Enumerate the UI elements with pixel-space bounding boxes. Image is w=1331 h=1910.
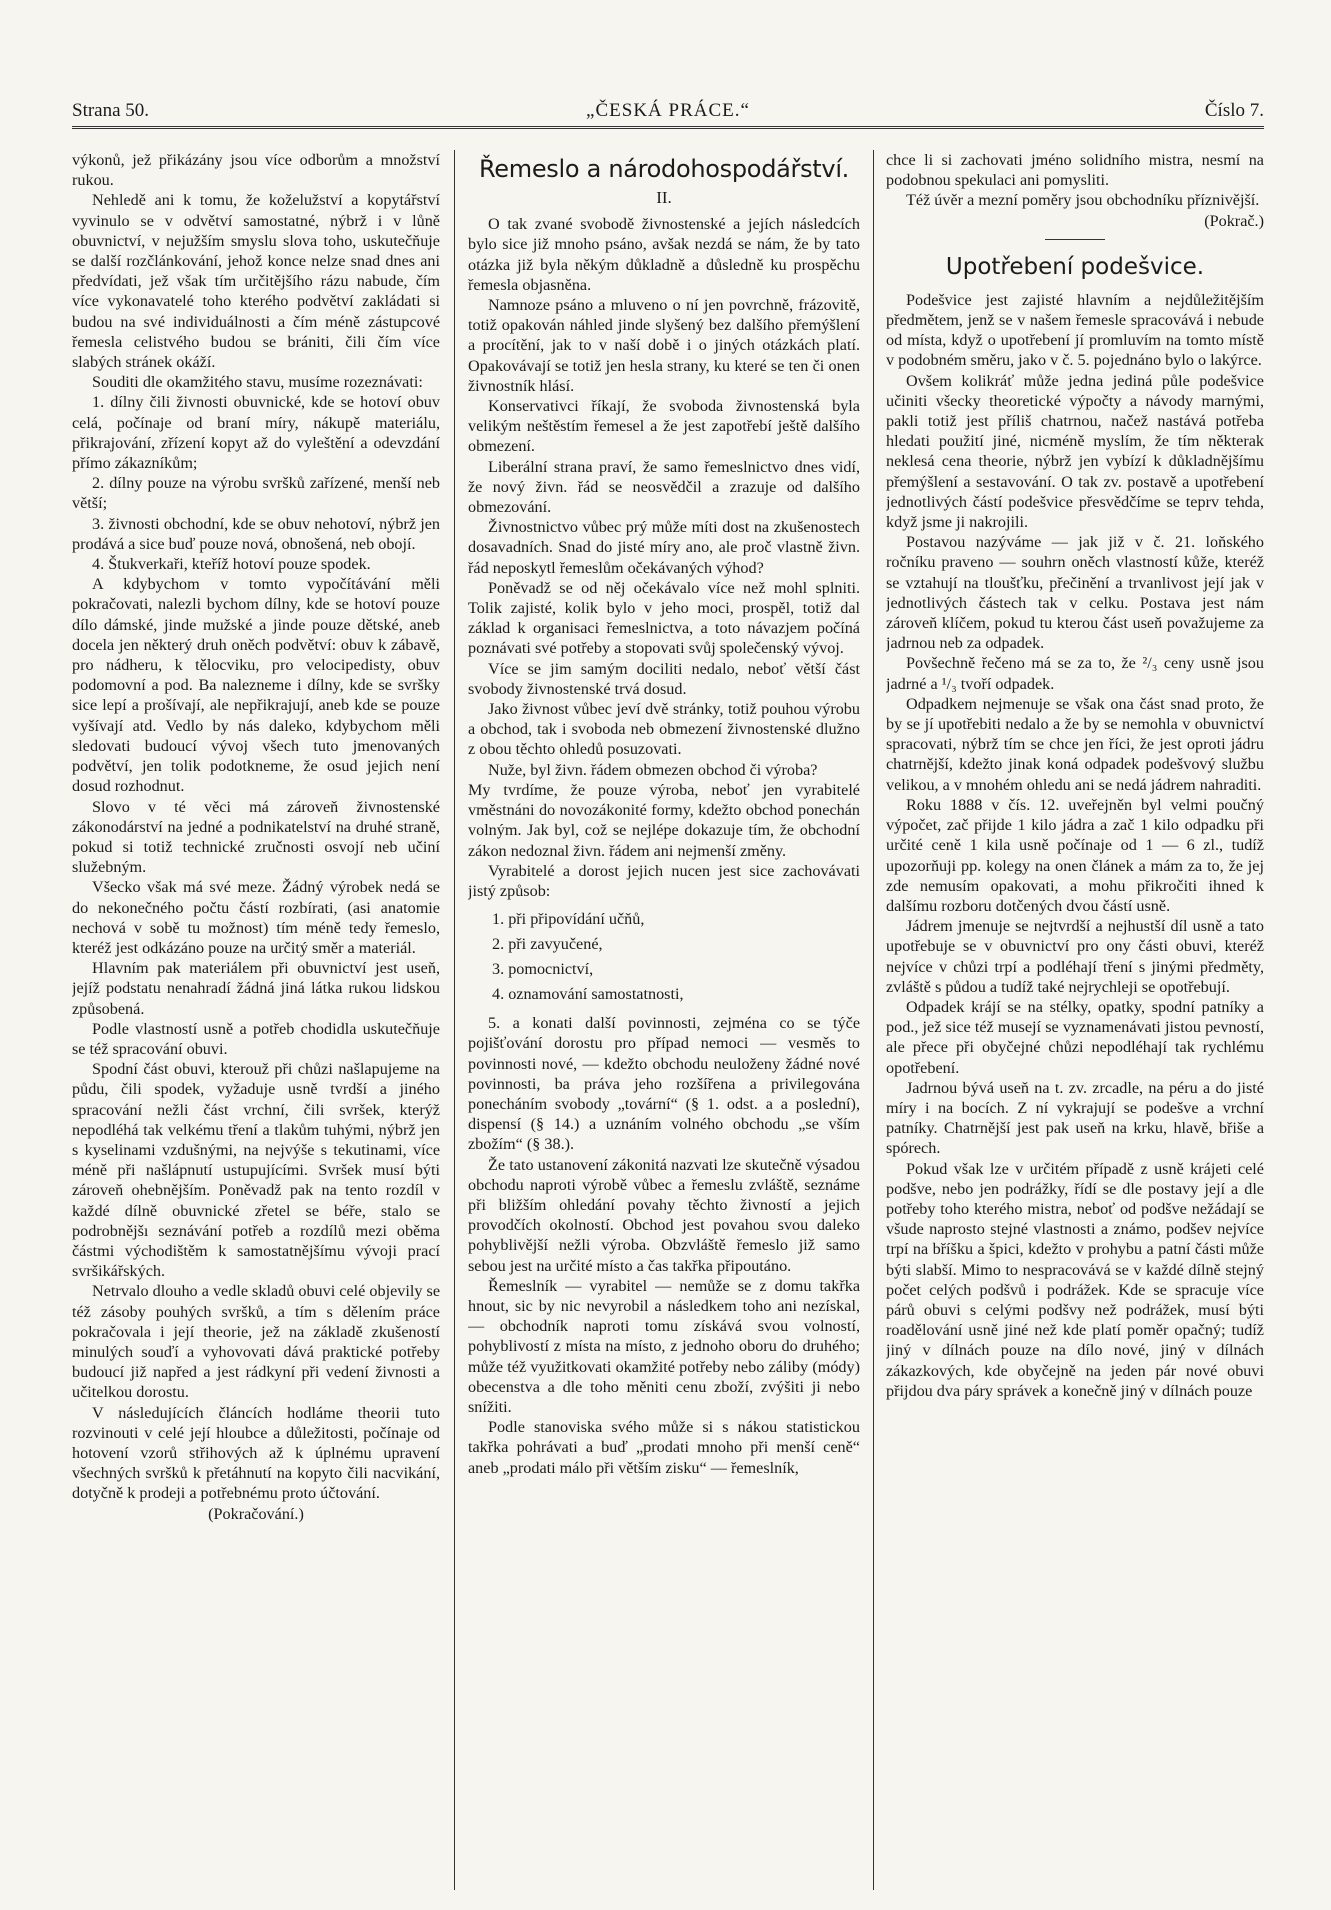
- continued-note: (Pokrač.): [1204, 211, 1264, 230]
- paragraph: A kdybychom v tomto vypočítávání měli pokračovati, nalezli bychom dílny, kde se hotoví pouze dílo dámské, jinde mužské a jinde pouze dětské, aneb docela jen některý druh oněch podvětví: obuv k zábavě, pro nádheru, k tělocviku, pro velocipedisty, obuv podomovní a pod. Ba nalezneme i dílny, kde se svršky sice lepí a prošívají, ale nepřikrajují, aneb kde se pouze vyšívají atd. Vedlo by nás daleko, kdybychom měli sledovati budoucí vývoj všech tuto jmenovaných podvětví, jen tolik podotkneme, že osud jejich není dosud rozhodnut.: [72, 575, 440, 796]
- paragraph: My tvrdíme, že pouze výroba, neboť jen vyrabitelé vměstnáni do novozákonité formy, kdežto obchod ponechán volným. Jak byl, což se nejlépe dokazuje tím, že obchodní zákon nedoznal živn. řádem ani nejmenší změny.: [468, 780, 860, 860]
- paragraph: Postavou nazýváme — jak již v č. 21. loňského ročníku praveno — souhrn oněch vlastností kůže, kteréž se vztahují na tloušťku, přečinění a trvanlivost její jak v jednotlivých částech tak v celku. Postava jest nám zároveň klíčem, pokud tu kterou část useň považujeme za jadrnou neb za odpadek.: [886, 533, 1264, 653]
- article-title: Upotřebení podešvice.: [945, 253, 1205, 280]
- paragraph: Netrvalo dlouho a vedle skladů obuvi celé objevily se též zásoby pouhých svršků, a tím s dělením práce pokračovala i její theorie, jež na základě zkušeností minulých souďí a vyhovovati dává praktické potřeby budoucí již napřed a jest rádkyní při vedení živnosti a učitelkou dorostu.: [72, 1282, 440, 1402]
- list-item: 4. Štukverkaři, kteříž hotoví pouze spodek.: [92, 555, 371, 574]
- paragraph: Jadrnou bývá useň na t. zv. zrcadle, na péru a do jisté míry i na bocích. Z ní vykrajují se podešve a vrchní patníky. Chatrnější jest pak useň na krku, hlavě, břiše a spórech.: [886, 1078, 1264, 1158]
- paragraph: výkonů, jež přikázány jsou více odborům a množství rukou.: [72, 151, 440, 190]
- page-header: [72, 100, 1264, 122]
- paragraph: Všecko však má své meze. Žádný výrobek nedá se do nekonečného počtu částí rozbírati, (asi anatomie nechová v sobě tu možnost) tím méně tedy řemeslo, kteréž jest odkázáno pouze na určitý směr a materiál.: [72, 878, 440, 957]
- paragraph: O tak zvané svobodě živnostenské a jejích následcích bylo sice již mnoho psáno, avšak nezdá se nám, že by tato otázka již byla někým důkladně a důsledně ku prospěchu řemesla objasněna.: [468, 215, 860, 294]
- paragraph: Že tato ustanovení zákonitá nazvati lze skutečně výsadou obchodu naproti výrobě vůbec a řemeslu zvláště, seznáme při bližším ohledání povahy těchto živností a jejich provodčích okolností. Obchod jest povahou svou daleko pohyblivější nežli výroba. Obzvláště řemeslo již samo sebou jest na určité místo a čas takřka připoutáno.: [468, 1155, 860, 1275]
- paragraph: Též úvěr a mezní poměry jsou obchodníku příznivější.: [906, 191, 1260, 210]
- numbered-list: [468, 907, 860, 1007]
- paragraph: Slovo v té věci má zároveň živnostenské zákonodárství na jedné a podnikatelství na druhé straně, pokud si totiž technické zručnosti osvojí neb učiní služebným.: [72, 797, 440, 877]
- list-item: 2. dílny pouze na výrobu svršků zařízené, menší neb větší;: [72, 474, 440, 513]
- publication-title: „ČESKÁ PRÁCE.“: [586, 100, 750, 121]
- paragraph: Konservativci říkají, že svoboda živnostenská byla velikým neštěstím řemesel a že jest zapotřebí ještě dalšího obmezení.: [468, 397, 860, 456]
- paragraph: Ovšem kolikráť může jedna jediná půle podešvice učiniti všecky theoretické výpočty a návody marnými, pakli totiž jest příliš chatrnou, načež nastává potřeba hledati použití jiné, nicméně myslím, že tím některak neklesá cena theorie, nýbrž jen vybízí k důkladnějšímu přemýšlení a sestavování. O tak zv. postavě a upotřebení jednotlivých částí podešvice přesvědčíme se teprv tehda, když jsme ji nakrojili.: [886, 371, 1264, 532]
- article-title: Řemeslo a národohospodářství.: [478, 155, 850, 183]
- column-divider: [454, 150, 455, 1890]
- continued-note: (Pokračování.): [208, 1504, 304, 1523]
- paragraph: Spodní část obuvi, kterouž při chůzi našlapujeme na půdu, čili spodek, vyžaduje usně tvrdší a jiného spracování nežli část vrchní, čili svršek, kterýž nepodléhá tak velkému tření a tlakům tuhými, nýbrž jen s kyselinami vzdušnými, na nejvýše s tekutinami, více méně při našlápnutí ustupujícími. Svršek musí býti zároveň ohebnějším. Poněvadž pak na tento rozdíl v každé dílně obuvnické zřetel se béře, stalo se podrobnějšı seznávání potřeb a rozdílů mezi oběma částmi východištěm k samostatnějšímu vývoji prací svršikářských.: [72, 1060, 440, 1281]
- paragraph: Povšechně řečeno má se za to, že ²/₃ ceny usně jsou jadrné a ¹/₃ tvoří odpadek.: [886, 654, 1264, 693]
- paragraph: Liberální strana praví, že samo řemeslnictvo dnes vidí, že nový živn. řád se neosvědčil a zrazuje od dalšího obmezování.: [468, 457, 860, 517]
- paragraph: Odpadek krájí se na stélky, opatky, spodní patníky a pod., jež sice též musejí se vyznamenávati jistou pevností, ale přece při obyčejné chůzi nepodléhají tak rychlému opotřebení.: [886, 997, 1264, 1077]
- issue-number: Číslo 7.: [1204, 100, 1264, 121]
- paragraph: Odpadkem nejmenuje se však ona část snad proto, že by se jí upotřebiti nedalo a že by se nemohla v obuvnictví spracovati, nýbrž tím se chce jen říci, že jest oproti jádru chatrnější, kdežto jinak koná odpadek podešvový službu velikou, a v mnohém ohledu ani se nedá jádrem nahraditi.: [886, 694, 1264, 794]
- paragraph: Vyrabitelé a dorost jejich nucen jest sice zachovávati jistý způsob:: [468, 861, 860, 900]
- list-item: 1. dílny čili živnosti obuvnické, kde se hotoví obuv celá, počínaje od braní míry, nákupě materiálu, přikrajování, zřízení kopyt až do vyleštění a odevzdání přímo zákazníkům;: [72, 393, 440, 473]
- paragraph: Jako živnost vůbec jeví dvě stránky, totiž pouhou výrobu a obchod, tak i svoboda neb obmezení živnostenské dlužno z obou těchto ohledů posuzovati.: [468, 700, 860, 759]
- paragraph: Více se jim samým dociliti nedalo, neboť větší část svobody živnostenské trvá dosud.: [468, 659, 860, 698]
- list-item: 4. oznamování samostatnosti,: [492, 985, 684, 1004]
- list-item: 1. při připovídání učňů,: [492, 910, 645, 929]
- paragraph: Řemeslník — vyrabitel — nemůže se z domu takřka hnout, sic by nic nevyrobil a následkem toho ani nezískal, — obchodník naproti tomu získává svou volností, pohyblivostí z místa na místo, z jednoho oboru do druhého; může též využitkovati okamžité potřeby nebo záliby (módy) obecenstva a dle toho měniti cenu zboží, zvýšiti ji nebo snížiti.: [468, 1276, 860, 1416]
- paragraph: Jádrem jmenuje se nejtvrdší a nejhustší díl usně a tato upotřebuje se v obuvnictví pro ony části obuvi, kteréž nejvíce v chůzi trpí a podléhají tření s jinými předměty, zvláště s půdou a tudíž také nejrychleji se opotřebují.: [886, 917, 1264, 996]
- section-divider: [1045, 239, 1105, 240]
- header-rule: [72, 126, 1264, 132]
- paragraph: V následujících článcích hodláme theorii tuto rozvinouti v celé její hloubce a důležitosti, počínaje od hotovení vzorů střihových až k úplnému upravení všechných svršků k přetáhnutí na kopyto čili nacvikání, dotyčně k prodeji a potřebnému proto účtování.: [72, 1403, 440, 1503]
- paragraph: Roku 1888 v čís. 12. uveřejněn byl velmi poučný výpočet, zač přijde 1 kilo jádra a zač 1 kilo odpadku při určité ceně 1 kila usně počínaje od 1 — 6 zl., tudíž upozorňuji pp. kolegy na onen článek a mám za to, že jej zde nemusím opakovati, a mohu přikročiti ihned k dalšímu rozboru dotčených dvou částí usně.: [886, 795, 1264, 915]
- column-left: [72, 150, 440, 1890]
- paragraph: chce li si zachovati jméno solidního mistra, nesmí na podobnou spekulaci ani pomysliti.: [886, 151, 1264, 190]
- paragraph: Nuže, byl živn. řádem obmezen obchod či výroba?: [488, 760, 818, 779]
- paragraph: Podle stanoviska svého může si s nákou statistickou takřka pohrávati a buď „prodati mnoho při menší ceně“ aneb „prodati málo při větším zisku“ — řemeslník,: [468, 1418, 860, 1477]
- column-divider: [873, 150, 874, 1890]
- list-item: 3. pomocnictví,: [492, 960, 594, 979]
- list-item: 3. živnosti obchodní, kde se obuv nehotoví, nýbrž jen prodává a sice buď pouze nová, obnošená, neb obojí.: [72, 514, 440, 553]
- paragraph: Hlavním pak materiálem při obuvnictví jest useň, jejíž podstatu nenahradí žádná jiná látka rukou lidskou způsobená.: [72, 959, 440, 1018]
- column-middle: [468, 150, 860, 1890]
- paragraph: Živnostnictvo vůbec prý může míti dost na zkušenostech dosavadních. Snad do jisté míry ano, ale proč vlastně živn. řád neposkytl řemeslům očekávaných výhod?: [468, 518, 860, 577]
- list-item: 2. při zavyučené,: [492, 935, 603, 954]
- page-number: Strana 50.: [72, 100, 150, 121]
- paragraph: Namnoze psáno a mluveno o ní jen povrchně, frázovitě, totiž opakován náhled jinde slyšený bez dalšího přemýšlení a procítění, jak to v naší době i o jiných otázkách platí. Opakovávají se totiž jen hesla strany, ku které se ten či onen živnostník hlásí.: [468, 296, 860, 395]
- paragraph: Podle vlastností usně a potřeb chodidla uskutečňuje se též spracování obuvi.: [72, 1019, 440, 1058]
- article-part-number: II.: [656, 188, 672, 207]
- column-right: [886, 150, 1264, 1890]
- paragraph: Poněvadž se od něj očekávalo více než mohl splniti. Tolik zajisté, kolik bylo v jeho moci, prospěl, totiž dal základ k organisaci řemeslnictva, a toto návazjem počíná poznávati své potřeby a stopovati svůj společenský vývoj.: [468, 578, 860, 658]
- paragraph: Nehledě ani k tomu, že koželužství a kopytářství vyvinulo se v odvětví samostatné, nýbrž i v lůně obuvnictví, v nejužším smyslu slova toho, uskutečňuje se další rozčlánkování, jehož konce nelze snad dnes ani předvídati, jež však tím určitějšího rázu nabude, čím více vykonavatelé toho kterého podvětví zakládati si budou na své individuálnosti a čím méně zástupcové řemesla celistvého budou se brániti, čili čím více slabých stránek okáží.: [72, 191, 440, 372]
- paragraph: Podešvice jest zajisté hlavním a nejdůležitějším předmětem, jenž se v našem řemesle spracovává i nebude od místa, když o upotřebení jí promluvím na tomto místě v podobném směru, jako v č. 5. pojednáno bylo o lakýrce.: [886, 290, 1264, 370]
- paragraph: Souditi dle okamžitého stavu, musíme rozeznávati:: [92, 373, 423, 392]
- paragraph: 5. a konati další povinnosti, zejména co se týče pojišťování dorostu pro případ nemoci — vesměs to povinnosti nové, — kdežto obchodu neuloženy žádné nové povinnosti, ba práva jeho rozšířena a privilegována ponecháním svobody „tovární“ (§ 1. odst. a a poslední), dispensí (§ 14.) a uznáním volného obchodu „se vším zbožím“ (§ 38.).: [468, 1014, 860, 1154]
- paragraph: Pokud však lze v určitém případě z usně krájeti celé podšve, nebo jen podrážky, řídí se dle postavy její a dle potřeby toho kterého mistra, neboť od podšve nežádají se všude naprosto stejné vlastnosti a známo, podšev nejvíce trpí na bříšku a špici, kdežto v prohybu a patní části může býti slabší. Mimo to nespracovává se v každé dílně stejný počet celých podšvů i podrážek. Kde se spracuje více párů obuvi s celými podšvy než podrážek, musí býti roadělování usně jiné než kde platí poměr opačný; tudíž jiný v dílnách pouze na dílo nové, jiný v dílnách zákazkových, kde obyčejně na jeden pár nové obuvi přijdou dva páry správek a konečně jiný v dílnách pouze: [886, 1159, 1264, 1400]
